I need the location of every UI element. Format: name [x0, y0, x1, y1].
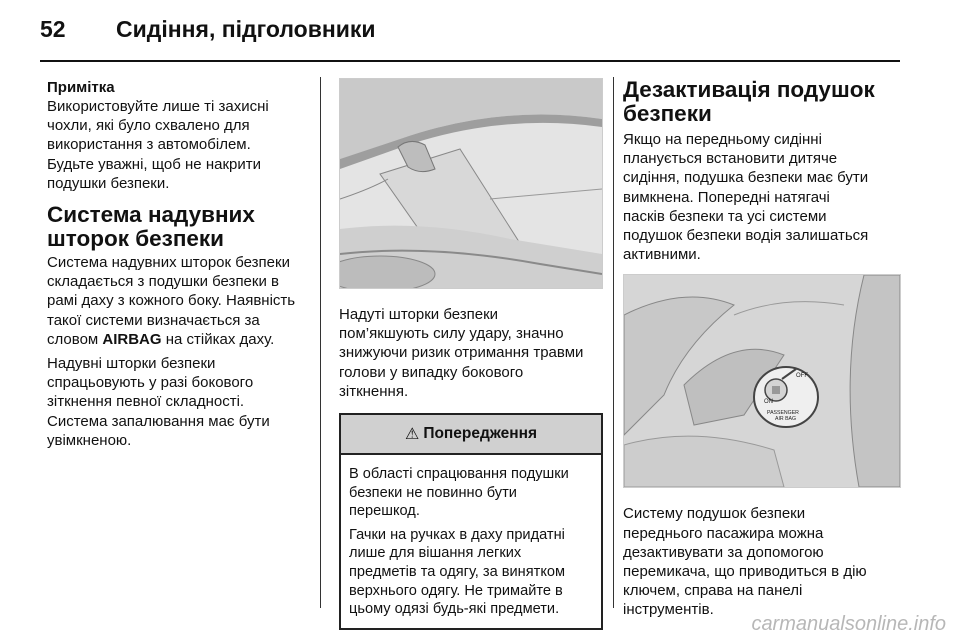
- text-line: увімкненою.: [47, 431, 132, 449]
- text-line: сидіння, подушка безпеки має бути: [623, 169, 869, 187]
- warning-body: [341, 455, 601, 628]
- section-heading: [623, 78, 905, 126]
- text-line: спрацьовують у разі бокового: [47, 374, 254, 392]
- text-line: предметів та одягу, за винятком: [349, 563, 566, 580]
- figure-caption: [339, 305, 603, 401]
- heading-line: шторок безпеки: [47, 226, 225, 252]
- text-line: зіткнення певної складності.: [47, 393, 245, 411]
- text-line: [47, 330, 313, 349]
- text-line: перешкод.: [349, 503, 420, 520]
- text-span: словом: [47, 330, 103, 348]
- text-line: Система надувних шторок безпеки: [47, 254, 290, 272]
- text-line: використання з автомобілем.: [47, 136, 251, 154]
- text-line: планується встановити дитяче: [623, 150, 838, 168]
- switch-off-label: OFF: [796, 373, 808, 380]
- column-divider: [320, 77, 321, 608]
- text-line: В області спрацювання подушки: [349, 466, 569, 483]
- switch-on-label: ON: [764, 399, 773, 406]
- page-number: 52: [40, 16, 66, 42]
- text-line: такої системи визначається за: [47, 311, 260, 329]
- text-line: лише для вішання легких: [349, 545, 522, 562]
- text-line: Якщо на передньому сидінні: [623, 131, 822, 148]
- switch-airbag-label: AIR BAG: [775, 416, 797, 423]
- paragraph: [623, 130, 905, 264]
- column-1: [47, 78, 313, 450]
- text-line: Надувні шторки безпеки: [47, 355, 216, 373]
- text-line: ключем, справа на панелі: [623, 582, 803, 600]
- paragraph: [623, 504, 905, 619]
- text-line: Будьте уважні, щоб не накрити: [47, 155, 261, 173]
- text-line: чохли, які було схвалено для: [47, 117, 250, 135]
- heading-line: Дезактивація подушок: [623, 77, 875, 102]
- text-line: Система запалювання має бути: [47, 412, 270, 430]
- text-line: активними.: [623, 246, 701, 264]
- column-divider: [613, 77, 614, 608]
- heading-line: безпеки: [623, 101, 712, 126]
- text-line: інструментів.: [623, 601, 714, 619]
- text-span: на стійках даху.: [161, 330, 275, 348]
- text-line: складається з подушки безпеки в: [47, 273, 279, 291]
- text-line: пом’якшують силу удару, значно: [339, 325, 564, 343]
- column-3: [623, 78, 905, 620]
- paragraph: [47, 253, 313, 349]
- text-line: подушок безпеки водія залишаться: [623, 227, 869, 245]
- text-line: голови у випадку бокового: [339, 363, 524, 381]
- paragraph: [47, 354, 313, 450]
- text-line: подушки безпеки.: [47, 174, 170, 192]
- text-line: вимкнена. Попередні натягачі: [623, 188, 830, 206]
- curtain-airbag-drawing: [340, 79, 602, 288]
- text-line: безпеки не повинно бути: [349, 484, 517, 501]
- column-2: [339, 78, 603, 630]
- section-heading: [47, 203, 313, 251]
- text-line: верхнього одягу. Не тримайте в: [349, 582, 563, 599]
- note-title: Примітка: [47, 79, 115, 96]
- paragraph: [349, 526, 593, 619]
- airbag-keyword: AIRBAG: [102, 330, 162, 348]
- airbag-switch-illustration: [623, 274, 901, 488]
- note-text: [47, 97, 313, 193]
- switch-passenger-label: PASSENGER: [767, 410, 799, 417]
- watermark: carmanualsonline.info: [751, 613, 946, 635]
- text-line: цьому одязі будь-які предмети.: [349, 601, 560, 618]
- text-line: зіткнення.: [339, 382, 409, 400]
- chapter-title: Сидіння, підголовники: [116, 16, 376, 42]
- text-line: знижуючи ризик отримання травми: [339, 344, 584, 362]
- text-line: Використовуйте лише ті захисні: [47, 98, 269, 115]
- text-line: Гачки на ручках в даху придатні: [349, 526, 565, 543]
- text-line: рамі даху з кожного боку. Наявність: [47, 292, 296, 310]
- warning-box: [339, 413, 603, 630]
- warning-header: [341, 415, 601, 455]
- text-line: переднього пасажира можна: [623, 524, 824, 542]
- text-line: перемикача, що приводиться в дію: [623, 563, 867, 581]
- header-rule: [40, 60, 900, 62]
- heading-line: Система надувних: [47, 202, 255, 228]
- text-line: пасків безпеки та усі системи: [623, 207, 827, 225]
- text-line: Систему подушок безпеки: [623, 505, 806, 523]
- curtain-airbag-illustration: [339, 78, 603, 289]
- warning-title: Попередження: [423, 425, 538, 443]
- text-line: дезактивувати за допомогою: [623, 543, 824, 561]
- paragraph: [349, 465, 593, 521]
- text-line: Надуті шторки безпеки: [339, 306, 499, 323]
- warning-triangle-icon: ⚠: [404, 426, 420, 444]
- airbag-switch-drawing: [624, 275, 900, 487]
